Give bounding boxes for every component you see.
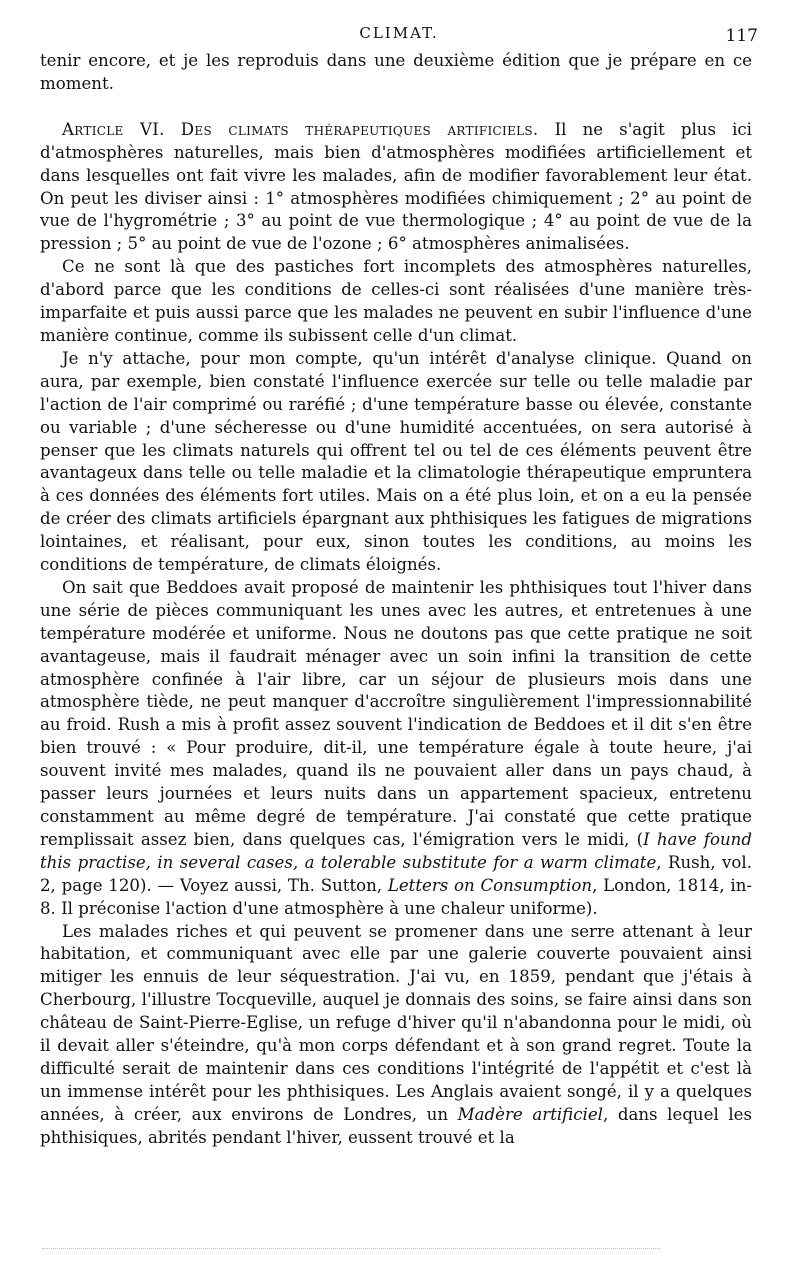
paragraph-analyse-clinique: Je n'y attache, pour mon compte, qu'un intérêt d'analyse clinique. Quand on aura, par exemple, bien constaté l'influence exercée sur telle ou telle maladie par l'action de l'air comprimé ou raréfié ; d'une température basse ou élevée, constante ou variable ; d'une sécheresse ou d'une humidité accentuées, on sera autorisé à penser que les climats naturels qui offrent tel ou tel de ces éléments peuvent être avantageux dans telle ou telle maladie et la climatologie thérapeutique empruntera à ces données des éléments fort utiles. Mais on a été plus loin, et on a eu la pensée de créer des climats artificiels épargnant aux phthisiques les fatigues de migrations lointaines, et réalisant, pour eux, sinon toutes les conditions, au moins les conditions de température, de climats éloignés. (40, 348, 752, 575)
paragraph-continuation: tenir encore, et je les reproduis dans une deuxième édition que je prépare en ce moment. (40, 51, 752, 93)
running-title: CLIMAT. (359, 24, 439, 42)
article-heading: Des climats thérapeutiques artificiels. (180, 119, 539, 139)
page-number: 117 (725, 26, 758, 46)
footer-dotted-rule (42, 1248, 660, 1249)
paragraph-beddoes: On sait que Beddoes avait proposé de maintenir les phthisiques tout l'hiver dans une série de pièces communiquant les unes avec les autres, et entretenues à une température modérée et uniforme. Nous ne doutons pas que cette pratique ne soit avantageuse, mais il faudrait ménager avec un soin infini la transition de cette atmosphère confinée à l'air libre, car un séjour de plusieurs mois dans une atmosphère tiède, ne peut manquer d'accroître singulièrement l'impressionnabilité au froid. Rush a mis à profit assez souvent l'indication de Beddoes et il dit s'en être bien trouvé : « Pour produire, dit-il, une température égale à toute heure, j'ai souvent invité mes malades, quand ils ne pouvaient aller dans un pays chaud, à passer leurs journées et leurs nuits dans un appartement spacieux, entretenu constamment au même degré de température. J'ai constaté que cette pratique remplissait assez bien, dans quelques cas, l'émigration vers le midi, (I have found this practise, in several cases, a tolerable substitute for a warm climate, Rush, vol. 2, page 120). — Voyez aussi, Th. Sutton, Letters on Consumption, London, 1814, in-8. Il préconise l'action d'une atmosphère à une chaleur uniforme). (40, 577, 753, 918)
body-text (40, 50, 752, 1150)
italic-madere: Madère artificiel (457, 1104, 603, 1124)
page-header (40, 22, 758, 48)
paragraph-pastiches: Ce ne sont là que des pastiches fort incomplets des atmosphères naturelles, d'abord parce que les conditions de celles-ci sont réalisées d'une manière très-imparfaite et puis aussi parce que les malades ne peuvent en subir l'influence d'une manière continue, comme ils subissent celle d'un climat. (40, 257, 752, 345)
italic-quote: I have found this practise, in several cases, a tolerable substitute for a warm climate (40, 829, 752, 872)
article-label: Article VI. (62, 119, 165, 139)
paragraph-malades-riches: Les malades riches et qui peuvent se promener dans une serre attenant à leur habitation, et communiquant avec elle par une galerie couverte pouvaient ainsi mitiger les ennuis de leur séquestration. J'ai vu, en 1859, pendant que j'étais à Cherbourg, l'illustre Tocqueville, auquel je donnais des soins, se faire ainsi dans son château de Saint-Pierre-Eglise, un refuge d'hiver qu'il n'abandonna pour le midi, où il devait aller s'éteindre, qu'à mon corps défendant et à son grand regret. Toute la difficulté serait de maintenir dans ces conditions l'intégrité de l'appétit et c'est là un immense intérêt pour les phthisiques. Les Anglais avaient songé, il y a quelques années, à créer, aux environs de Londres, un Madère artificiel, dans lequel les phthisiques, abrités pendant l'hiver, eussent trouvé et la (40, 921, 753, 1147)
paragraph-article-vi: Article VI. Des climats thérapeutiques artificiels. Il ne s'agit plus ici d'atmosphères naturelles, mais bien d'atmosphères modifiées artificiellement et dans lesquelles ont fait vivre les malades, afin de modifier favorablement leur état. On peut les diviser ainsi : 1° atmosphères modifiées chimiquement ; 2° au point de vue de l'hygrométrie ; 3° au point de vue thermologique ; 4° au point de vue de la pression ; 5° au point de vue de l'ozone ; 6° atmosphères animalisées. (40, 119, 752, 254)
italic-book-title: Letters on Consumption (387, 875, 593, 895)
